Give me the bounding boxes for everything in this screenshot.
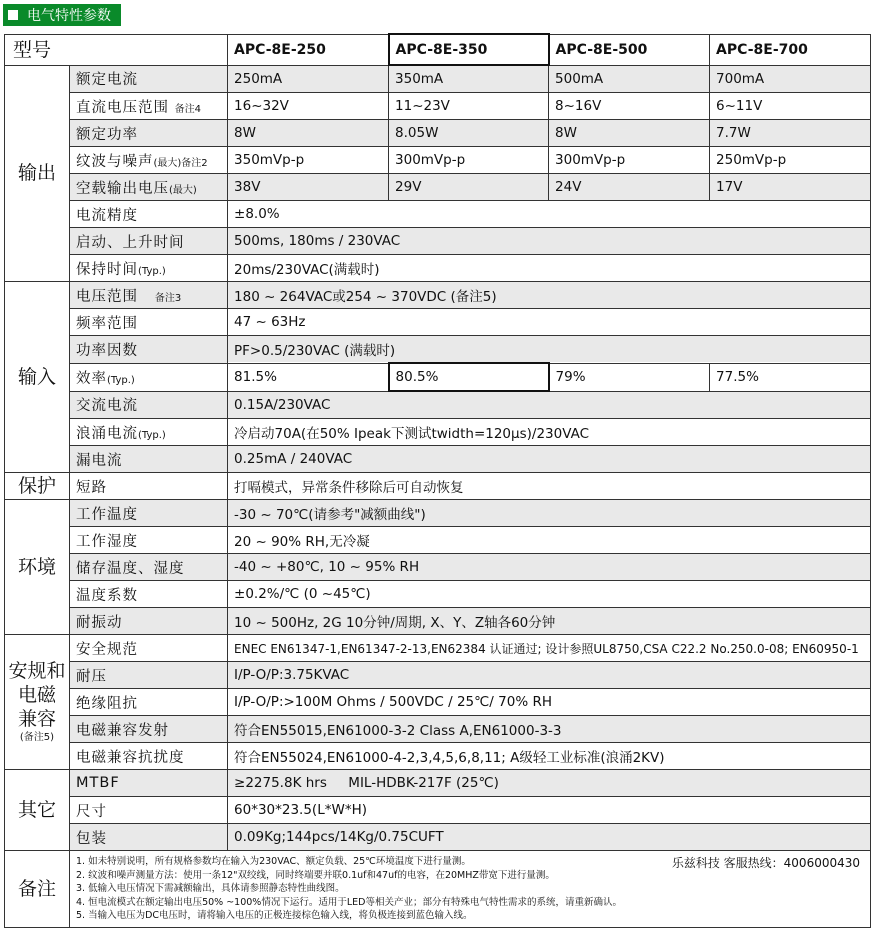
- param-label: 交流电流: [70, 391, 228, 419]
- model-label: 型号: [5, 34, 228, 65]
- group-other: 其它: [5, 770, 70, 851]
- param-label-text: 空载输出电压: [76, 180, 169, 197]
- param-label-text: 纹波与噪声: [76, 153, 154, 170]
- rated-power-row: [5, 120, 871, 147]
- storage-row: [5, 554, 871, 581]
- value-cell: ±0.2%/℃ (0 ~45℃): [228, 581, 871, 608]
- value-cell: 0.15A/230VAC: [228, 391, 871, 419]
- param-label: 启动、上升时间: [70, 228, 228, 255]
- value-cell: 29V: [389, 174, 549, 201]
- hotline: 乐兹科技 客服热线：4006000430: [671, 856, 861, 870]
- value-cell: 24V: [549, 174, 710, 201]
- value-cell: 80.5%: [389, 363, 549, 391]
- value-cell: ≥2275.8K hrs MIL-HDBK-217F (25℃): [228, 770, 871, 797]
- note-line: 5. 当输入电压为DC电压时，请将输入电压的正极连接棕色输入线，将负极连接到蓝色输入线。: [76, 910, 473, 922]
- note-line: 1. 如未特别说明，所有规格参数均在输入为230VAC、额定负载、25℃环境温度下进行量测。: [76, 856, 471, 867]
- model-cell: APC-8E-700: [710, 34, 871, 65]
- param-label: 耐振动: [70, 608, 228, 635]
- group-notes: 备注: [5, 851, 70, 928]
- param-note: (最大): [169, 184, 197, 196]
- header-square-icon: [7, 9, 19, 21]
- model-row: [5, 34, 871, 65]
- param-label: [70, 282, 228, 309]
- param-label: 额定电流: [70, 65, 228, 93]
- param-label: [70, 93, 228, 120]
- value-cell: 0.09Kg;144pcs/14Kg/0.75CUFT: [228, 824, 871, 851]
- value-cell: 8W: [228, 120, 389, 147]
- param-note: 备注3: [154, 292, 182, 304]
- value-cell: ±8.0%: [228, 201, 871, 228]
- group-input: 输入: [5, 282, 70, 473]
- isolation-row: [5, 689, 871, 716]
- value-cell: ENEC EN61347-1,EN61347-2-13,EN62384 认证通过; 设计参照UL8750,CSA C22.2 No.250.0-08; EN60950-1: [228, 635, 871, 662]
- short-circuit-row: [5, 473, 871, 500]
- param-label: 耐压: [70, 662, 228, 689]
- param-label: 电磁兼容抗扰度: [70, 743, 228, 770]
- param-label-text: 浪涌电流: [76, 425, 138, 442]
- mtbf-row: [5, 770, 871, 797]
- param-note: (Typ.): [138, 429, 166, 441]
- param-label-text: 电压范围: [76, 288, 138, 305]
- param-label: 频率范围: [70, 309, 228, 336]
- group-safety-line: 兼容: [17, 708, 56, 730]
- value-cell: 8W: [549, 120, 710, 147]
- vibration-row: [5, 608, 871, 635]
- working-temp-row: [5, 500, 871, 527]
- value-cell: 11~23V: [389, 93, 549, 120]
- safety-standards-row: [5, 635, 871, 662]
- open-voltage-row: [5, 174, 871, 201]
- packing-row: [5, 824, 871, 851]
- param-note: (最大)备注2: [153, 157, 208, 169]
- param-label: 工作温度: [70, 500, 228, 527]
- param-label: 短路: [70, 473, 228, 500]
- param-note: (Typ.): [138, 265, 166, 277]
- leakage-row: [5, 446, 871, 473]
- param-label: 绝缘阻抗: [70, 689, 228, 716]
- value-cell: 7.7W: [710, 120, 871, 147]
- model-cell: APC-8E-350: [389, 34, 549, 65]
- param-label: [70, 363, 228, 391]
- value-cell: 符合EN55024,EN61000-4-2,3,4,5,6,8,11; A级轻工业标准(浪涌2KV): [228, 743, 871, 770]
- size-row: [5, 797, 871, 824]
- hold-time-row: [5, 255, 871, 282]
- note-line: 3. 低输入电压情况下需减额输出，具体请参照静态特性曲线图。: [76, 883, 345, 895]
- value-cell: 17V: [710, 174, 871, 201]
- emc-emission-row: [5, 716, 871, 743]
- param-label: [70, 174, 228, 201]
- param-label: 尺寸: [70, 797, 228, 824]
- section-title: 电气特性参数: [27, 8, 111, 24]
- param-label: 电磁兼容发射: [70, 716, 228, 743]
- group-safety-line: 电磁: [17, 684, 56, 706]
- notes-cell: [70, 851, 871, 928]
- rated-current-row: [5, 65, 871, 93]
- param-label-text: 效率: [76, 370, 107, 387]
- value-cell: 0.25mA / 240VAC: [228, 446, 871, 473]
- param-label: 漏电流: [70, 446, 228, 473]
- value-cell: -40 ~ +80℃, 10 ~ 95% RH: [228, 554, 871, 581]
- value-cell: 20ms/230VAC(满载时): [228, 255, 871, 282]
- value-cell: 81.5%: [228, 363, 389, 391]
- group-protection: 保护: [5, 473, 70, 500]
- ac-current-row: [5, 391, 871, 419]
- section-header: [3, 4, 121, 26]
- param-label: 包装: [70, 824, 228, 851]
- value-cell: 60*30*23.5(L*W*H): [228, 797, 871, 824]
- group-output: 输出: [5, 65, 70, 282]
- value-cell: 300mVp-p: [549, 147, 710, 174]
- inrush-row: [5, 419, 871, 446]
- value-cell: 冷启动70A(在50% Ipeak下测试twidth=120µs)/230VAC: [228, 419, 871, 446]
- param-label: [70, 147, 228, 174]
- current-accuracy-row: [5, 201, 871, 228]
- group-safety-line: 安规和: [8, 660, 66, 682]
- param-label: MTBF: [70, 770, 228, 797]
- param-label-text: 直流电压范围: [76, 99, 169, 116]
- value-cell: 250mVp-p: [710, 147, 871, 174]
- voltage-range-row: [5, 282, 871, 309]
- value-cell: 79%: [549, 363, 710, 391]
- value-cell: 20 ~ 90% RH,无冷凝: [228, 527, 871, 554]
- param-label: 额定功率: [70, 120, 228, 147]
- value-cell: 77.5%: [710, 363, 871, 391]
- value-cell: 47 ~ 63Hz: [228, 309, 871, 336]
- value-cell: 350mA: [389, 65, 549, 93]
- group-environment: 环境: [5, 500, 70, 635]
- param-label-text: 保持时间: [76, 261, 138, 278]
- spec-table: [4, 33, 871, 928]
- value-cell: 10 ~ 500Hz, 2G 10分钟/周期, X、Y、Z轴各60分钟: [228, 608, 871, 635]
- emc-immunity-row: [5, 743, 871, 770]
- ripple-noise-row: [5, 147, 871, 174]
- value-cell: -30 ~ 70℃(请参考"减额曲线"): [228, 500, 871, 527]
- value-cell: I/P-O/P:>100M Ohms / 500VDC / 25℃/ 70% RH: [228, 689, 871, 716]
- value-cell: 16~32V: [228, 93, 389, 120]
- efficiency-row: [5, 363, 871, 391]
- setup-rise-row: [5, 228, 871, 255]
- value-cell: PF>0.5/230VAC (满载时): [228, 336, 871, 364]
- value-cell: 180 ~ 264VAC或254 ~ 370VDC (备注5): [228, 282, 871, 309]
- value-cell: 350mVp-p: [228, 147, 389, 174]
- model-cell: APC-8E-500: [549, 34, 710, 65]
- value-cell: 38V: [228, 174, 389, 201]
- param-label: 功率因数: [70, 336, 228, 364]
- frequency-row: [5, 309, 871, 336]
- value-cell: 8~16V: [549, 93, 710, 120]
- value-cell: 500mA: [549, 65, 710, 93]
- withstand-row: [5, 662, 871, 689]
- param-label: 安全规范: [70, 635, 228, 662]
- dc-voltage-row: [5, 93, 871, 120]
- note-line: 2. 纹波和噪声测量方法：使用一条12"双绞线，同时终端要并联0.1uf和47uf的电容，在20MHZ带宽下进行量测。: [76, 869, 555, 881]
- group-safety: [5, 635, 70, 770]
- value-cell: 打嗝模式，异常条件移除后可自动恢复: [228, 473, 871, 500]
- value-cell: 8.05W: [389, 120, 549, 147]
- param-note: 备注4: [174, 103, 201, 115]
- param-label: 温度系数: [70, 581, 228, 608]
- value-cell: I/P-O/P:3.75KVAC: [228, 662, 871, 689]
- param-note: (Typ.): [107, 374, 135, 386]
- value-cell: 700mA: [710, 65, 871, 93]
- working-humidity-row: [5, 527, 871, 554]
- value-cell: 符合EN55015,EN61000-3-2 Class A,EN61000-3-3: [228, 716, 871, 743]
- model-cell: APC-8E-250: [228, 34, 389, 65]
- param-label: 储存温度、湿度: [70, 554, 228, 581]
- power-factor-row: [5, 336, 871, 364]
- temp-coefficient-row: [5, 581, 871, 608]
- value-cell: 500ms, 180ms / 230VAC: [228, 228, 871, 255]
- param-label: 工作湿度: [70, 527, 228, 554]
- value-cell: 6~11V: [710, 93, 871, 120]
- notes-row: [5, 851, 871, 928]
- value-cell: 300mVp-p: [389, 147, 549, 174]
- param-label: [70, 419, 228, 446]
- param-label: 电流精度: [70, 201, 228, 228]
- note-line: 4. 恒电流模式在额定输出电压50% ~100%情况下运行。适用于LED等相关产业；部分有特殊电气特性需求的系统，请重新确认。: [76, 896, 622, 908]
- group-safety-note: (备注5): [19, 732, 55, 743]
- param-label: [70, 255, 228, 282]
- value-cell: 250mA: [228, 65, 389, 93]
